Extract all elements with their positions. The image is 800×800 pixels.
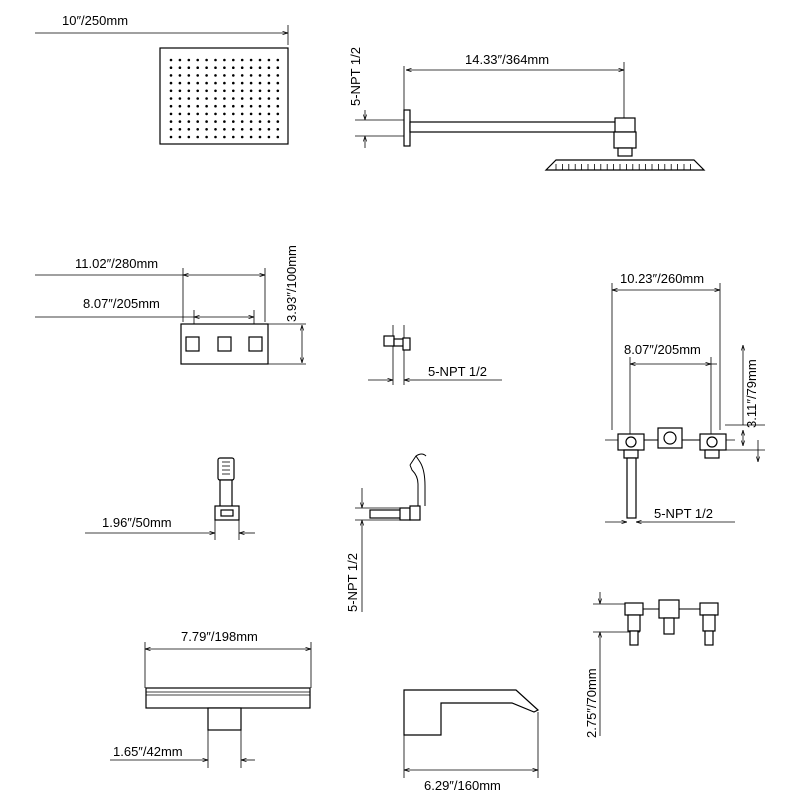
nozzle-dot [268, 66, 271, 69]
nozzle-dot [205, 105, 208, 108]
nozzle-dot [188, 66, 191, 69]
nozzle-dot [223, 74, 226, 77]
nozzle-dot [241, 113, 244, 116]
nozzle-dot [250, 74, 253, 77]
nozzle-dot [188, 90, 191, 93]
nozzle-dot [259, 59, 262, 62]
nozzle-dot [196, 59, 199, 62]
nozzle-dot [205, 128, 208, 131]
nozzle-dot [205, 136, 208, 139]
nozzle-dot [277, 120, 280, 123]
valve-spacing-label: 8.07″/205mm [624, 342, 701, 357]
nozzle-dot [259, 82, 262, 85]
nozzle-dot [188, 59, 191, 62]
button-1 [186, 337, 199, 351]
nozzle-dot [241, 136, 244, 139]
nozzle-dot [223, 90, 226, 93]
nozzle-dot [259, 90, 262, 93]
nozzle-dot [196, 120, 199, 123]
nozzle-dot [232, 128, 235, 131]
nozzle-dot [277, 105, 280, 108]
rain-head-top-view [35, 13, 288, 144]
nozzle-dot [268, 105, 271, 108]
nozzle-dot [214, 82, 217, 85]
spout-depth-label: 1.65″/42mm [113, 744, 183, 759]
nozzle-dot [196, 105, 199, 108]
nozzle-dot [214, 90, 217, 93]
valve-side-right-body [703, 615, 715, 631]
nozzle-dot [241, 90, 244, 93]
hose-left [410, 465, 418, 506]
nozzle-dot [223, 97, 226, 100]
nozzle-dot [179, 105, 182, 108]
nozzle-dot [196, 113, 199, 116]
nozzle-dot [179, 97, 182, 100]
nozzle-dot [205, 82, 208, 85]
handshower-handle [220, 480, 232, 508]
nozzle-dot [232, 74, 235, 77]
nozzle-dot [214, 136, 217, 139]
nozzle-dot [188, 120, 191, 123]
nozzle-dot [196, 128, 199, 131]
nozzle-dot [205, 113, 208, 116]
nozzle-dot [277, 66, 280, 69]
nozzle-dot [214, 66, 217, 69]
nozzle-dot [268, 59, 271, 62]
nozzle-dot [170, 66, 173, 69]
nozzle-dot [170, 113, 173, 116]
nozzle-dot [170, 136, 173, 139]
nozzle-dot [241, 74, 244, 77]
nozzle-dot [232, 105, 235, 108]
nozzle-dot [277, 113, 280, 116]
spout-top-view [110, 629, 311, 768]
nozzle-dot [232, 90, 235, 93]
button-2 [218, 337, 231, 351]
shower-arm-side-view [348, 47, 704, 170]
nozzle-dot [241, 97, 244, 100]
spout-body [146, 688, 310, 708]
nozzle-dot [250, 97, 253, 100]
nozzle-dot [223, 128, 226, 131]
spout-length-label: 6.29″/160mm [424, 778, 501, 793]
nozzle-dot [223, 59, 226, 62]
arm-npt-label: 5-NPT 1/2 [348, 46, 363, 106]
elbow-npt-label: 5-NPT 1/2 [428, 364, 488, 379]
nozzle-dot [259, 66, 262, 69]
holder-inner [221, 510, 233, 516]
nozzle-dot [170, 82, 173, 85]
nozzle-dot [241, 128, 244, 131]
valve-height-label: 3.11″/79mm [744, 359, 759, 428]
nozzle-dot [277, 82, 280, 85]
nozzle-dot [223, 82, 226, 85]
nozzle-dot [277, 136, 280, 139]
nozzle-dot [179, 113, 182, 116]
nozzle-dot [277, 74, 280, 77]
nozzle-dot [196, 66, 199, 69]
nozzle-dot [250, 105, 253, 108]
nozzle-dot [241, 105, 244, 108]
nozzle-dot [196, 97, 199, 100]
head-neck [618, 148, 632, 156]
valve-body [618, 428, 726, 518]
nozzle-dot [188, 82, 191, 85]
button-3 [249, 337, 262, 351]
nozzle-dot [179, 74, 182, 77]
nozzle-dot [259, 105, 262, 108]
nozzle-dot [188, 105, 191, 108]
nozzle-dot [241, 66, 244, 69]
nozzle-dot [250, 128, 253, 131]
nozzle-dot [259, 128, 262, 131]
valve-side-left-body [628, 615, 640, 631]
plate-width-label: 11.02″/280mm [75, 256, 159, 271]
nozzle-dot [170, 97, 173, 100]
nozzle-dot [277, 97, 280, 100]
nozzle-dot [179, 90, 182, 93]
nozzle-dot [232, 120, 235, 123]
nozzle-dot [205, 59, 208, 62]
valve-side-left-top [625, 603, 643, 615]
nozzle-dot [179, 136, 182, 139]
nozzle-dot [232, 82, 235, 85]
nozzle-dot [170, 128, 173, 131]
nozzle-dot [188, 136, 191, 139]
nozzle-dot [241, 120, 244, 123]
nozzle-dot [170, 59, 173, 62]
nozzle-dot [205, 97, 208, 100]
wall-elbow-view [368, 325, 502, 385]
nozzle-dot [259, 113, 262, 116]
nozzle-dot [250, 82, 253, 85]
nozzle-dot [268, 128, 271, 131]
plate-height-label: 3.93″/100mm [284, 245, 299, 322]
nozzle-dot [214, 97, 217, 100]
valve-supply-pipe [627, 458, 636, 518]
valve-right-port [707, 437, 717, 447]
rain-head-side [546, 160, 704, 170]
valve-right-base [705, 450, 719, 458]
valve-center-port [664, 432, 676, 444]
nozzle-dot [205, 120, 208, 123]
spout-side-view [404, 690, 538, 793]
valve-side-right-stem [705, 631, 713, 645]
nozzle-dot [268, 120, 271, 123]
handshower-head [218, 458, 234, 480]
nozzle-dot [214, 59, 217, 62]
nozzle-dot [223, 66, 226, 69]
nozzle-dot [196, 90, 199, 93]
valve-side-center-body [659, 600, 679, 618]
nozzle-dot [268, 97, 271, 100]
nozzle-dot [205, 74, 208, 77]
control-plate-front-view [35, 245, 306, 364]
nozzle-dot [250, 59, 253, 62]
wall-flange [404, 110, 410, 146]
nozzle-dot [277, 128, 280, 131]
nozzle-dot [232, 136, 235, 139]
elbow-body [384, 336, 394, 346]
arm-length-label: 14.33″/364mm [465, 52, 550, 67]
nozzle-dot [214, 120, 217, 123]
nozzle-dot [277, 59, 280, 62]
spout-mount [208, 708, 241, 730]
nozzle-dot [205, 66, 208, 69]
valve-npt-label: 5-NPT 1/2 [654, 506, 714, 521]
handshower-width-label: 1.96″/50mm [102, 515, 172, 530]
nozzle-dot [188, 128, 191, 131]
nozzle-dot [170, 120, 173, 123]
nozzle-dot [277, 90, 280, 93]
nozzle-dot [188, 97, 191, 100]
nozzle-dot [214, 105, 217, 108]
holder-body [410, 506, 420, 520]
nozzle-dot [170, 74, 173, 77]
nozzle-dot [214, 128, 217, 131]
nozzle-dot [250, 120, 253, 123]
nozzle-dot [196, 136, 199, 139]
holder-npt-label: 5-NPT 1/2 [345, 552, 360, 612]
nozzle-dot [259, 136, 262, 139]
holder-nut [400, 508, 410, 520]
holder-pipe [370, 510, 402, 518]
nozzle-dot [179, 120, 182, 123]
nozzle-dot [259, 120, 262, 123]
nozzle-dot [268, 113, 271, 116]
nozzle-dot [223, 105, 226, 108]
nozzle-dot [232, 66, 235, 69]
spout-width-label: 7.79″/198mm [181, 629, 258, 644]
valve-side-center-stem [664, 618, 674, 634]
nozzle-dot [268, 82, 271, 85]
nozzle-dot [268, 136, 271, 139]
nozzle-dot [250, 90, 253, 93]
arm-connector [615, 118, 635, 132]
nozzle-dot [241, 82, 244, 85]
holder-side-view [345, 454, 426, 612]
valve-side-right-top [700, 603, 718, 615]
nozzle-dot [250, 66, 253, 69]
nozzle-dot [188, 113, 191, 116]
nozzle-dot [179, 66, 182, 69]
valve-left-base [624, 450, 638, 458]
nozzle-dot [232, 59, 235, 62]
nozzle-dot [214, 74, 217, 77]
nozzle-dot [179, 128, 182, 131]
nozzle-dot [268, 74, 271, 77]
valve-side-view [584, 592, 718, 738]
nozzle-dot [223, 136, 226, 139]
valve-side-height-label: 2.75″/70mm [584, 668, 599, 738]
nozzle-dot [223, 120, 226, 123]
ball-joint [614, 132, 636, 148]
nozzle-dot [232, 113, 235, 116]
nozzle-dot [196, 82, 199, 85]
valve-left-port [626, 437, 636, 447]
valve-side-left-stem [630, 631, 638, 645]
nozzle-dot [179, 59, 182, 62]
nozzle-dot [241, 59, 244, 62]
nozzle-dot [170, 105, 173, 108]
nozzle-dot [268, 90, 271, 93]
nozzle-dot [223, 113, 226, 116]
nozzle-dot [232, 97, 235, 100]
hand-shower-view [85, 458, 255, 540]
head-width-label: 10″/250mm [62, 13, 129, 28]
nozzle-dot [214, 113, 217, 116]
nozzle-dot [250, 113, 253, 116]
nozzle-dot [259, 97, 262, 100]
elbow-nut [403, 338, 410, 350]
nozzle-dot [188, 74, 191, 77]
nozzle-dot [205, 90, 208, 93]
nozzle-dot [259, 74, 262, 77]
shower-arm [410, 122, 616, 132]
spout-side [404, 690, 538, 735]
nozzle-dot [179, 82, 182, 85]
valve-width-label: 10.23″/260mm [620, 271, 705, 286]
valve-front-view [605, 271, 765, 522]
nozzle-dot [170, 90, 173, 93]
nozzle-dot [250, 136, 253, 139]
nozzle-dot [196, 74, 199, 77]
plate-spacing-label: 8.07″/205mm [83, 296, 160, 311]
